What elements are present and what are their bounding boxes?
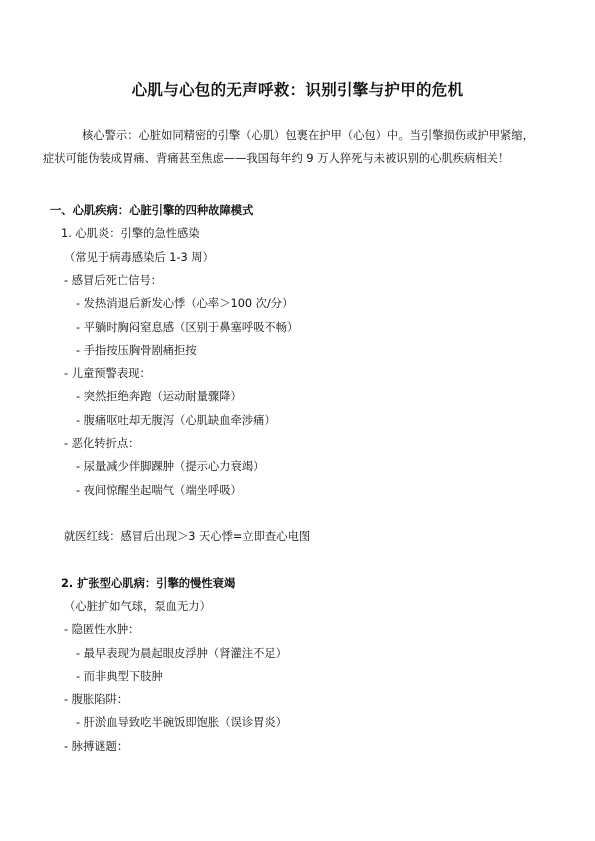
bullet-item: - 平躺时胸闷窒息感（区别于鼻塞呼吸不畅） xyxy=(76,321,299,334)
page-title: 心肌与心包的无声呼救：识别引擎与护甲的危机 xyxy=(131,81,464,99)
red-line-note: 就医红线：感冒后出现＞3 天心悸=立即查心电图 xyxy=(64,530,311,543)
item-note: （心脏扩如气球，泵血无力） xyxy=(64,600,211,613)
bullet-item: - 夜间惊醒坐起喘气（端坐呼吸） xyxy=(76,484,242,497)
item-title: 1. 心肌炎：引擎的急性感染 xyxy=(61,227,200,240)
bullet-item: - 尿量减少伴脚踝肿（提示心力衰竭） xyxy=(76,460,265,473)
bullet-item: - 手指按压胸骨剧痛拒按 xyxy=(76,344,197,357)
bullet-item: - 肝淤血导致吃半碗饭即饱胀（误诊胃炎） xyxy=(76,716,288,729)
group-label: - 恶化转折点： xyxy=(64,437,140,450)
group-label: - 感冒后死亡信号： xyxy=(64,274,163,287)
bullet-item: - 腹痛呕吐却无腹泻（心肌缺血牵涉痛） xyxy=(76,414,276,427)
item-note: （常见于病毒感染后 1-3 周） xyxy=(64,251,214,264)
group-label: - 隐匿性水肿： xyxy=(64,623,140,636)
item-title: 2. 扩张型心肌病：引擎的慢性衰竭 xyxy=(61,577,236,590)
group-label: - 腹胀陷阱： xyxy=(64,693,129,706)
bullet-item: - 发热消退后新发心悸（心率＞100 次/分） xyxy=(76,297,294,310)
group-label: - 儿童预警表现： xyxy=(64,367,151,380)
intro-line: 症状可能伪装成胃痛、背痛甚至焦虑——我国每年约 9 万人猝死与未被识别的心肌疾病相关！ xyxy=(43,152,510,165)
intro-line: 核心警示：心脏如同精密的引擎（心肌）包裹在护甲（心包）中。当引擎损伤或护甲紧缩， xyxy=(82,129,534,142)
group-label: - 脉搏谜题： xyxy=(64,740,129,753)
bullet-item: - 而非典型下肢肿 xyxy=(76,670,163,683)
bullet-item: - 最早表现为晨起眼皮浮肿（肾灌注不足） xyxy=(76,647,288,660)
section-heading: 一、心肌疾病：心脏引擎的四种故障模式 xyxy=(50,204,254,217)
bullet-item: - 突然拒绝奔跑（运动耐量骤降） xyxy=(76,390,242,403)
intro-paragraph xyxy=(43,124,555,170)
